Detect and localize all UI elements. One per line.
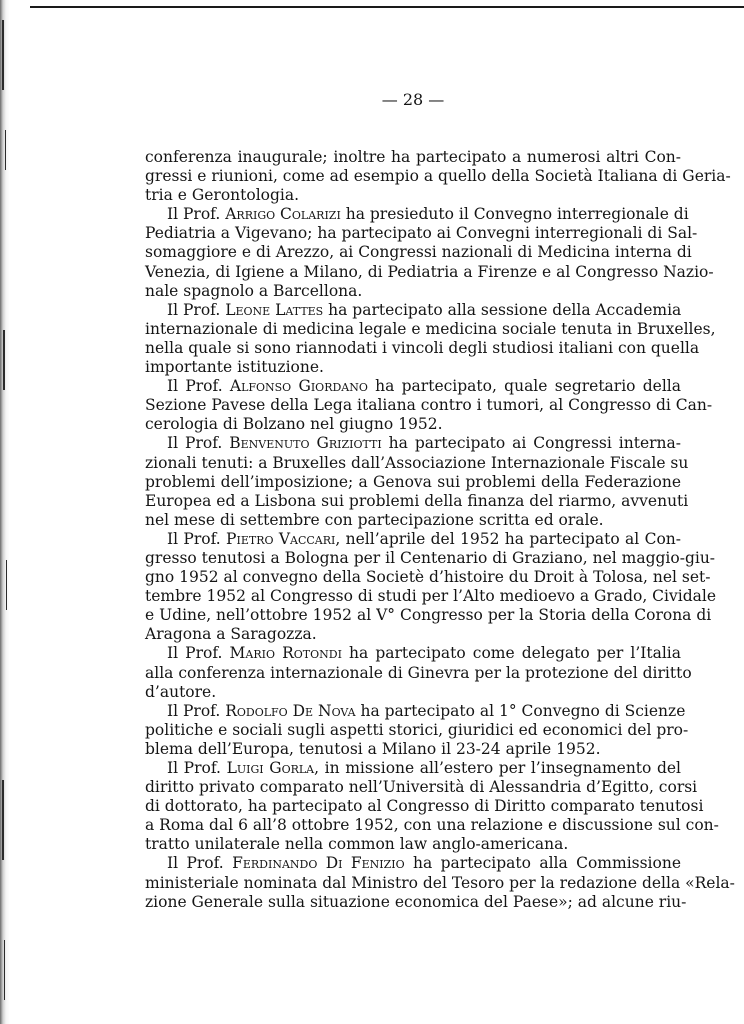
- text-line: [145, 186, 681, 205]
- text-run: Europea ed a Lisbona sui problemi della finanza del riarmo, avvenuti: [145, 491, 689, 510]
- text-run: zionali tenuti: a Bruxelles dall’Associazione Internazionale Fiscale su: [145, 453, 689, 472]
- person-name: Alfonso Giordano: [229, 377, 368, 396]
- person-name: Pietro Vaccari: [226, 529, 336, 548]
- text-run: nella quale si sono riannodati i vincoli degli studiosi italiani con quella: [145, 338, 700, 357]
- text-run: Sezione Pavese della Lega italiana contro i tumori, al Congresso di Can-: [145, 396, 713, 415]
- text-line: [145, 473, 681, 492]
- person-name: Arrigo Colarizi: [225, 205, 341, 224]
- person-name: Benvenuto Griziotti: [229, 434, 382, 453]
- text-line: [145, 377, 681, 396]
- paragraph: [145, 644, 692, 701]
- text-line: [145, 873, 735, 893]
- text-line: [145, 854, 681, 873]
- text-run: internazionale di medicina legale e medicina sociale tenuta in Bruxelles,: [145, 319, 716, 338]
- text-run: di dottorato, ha partecipato al Congresso di Diritto comparato tenutosi: [145, 797, 704, 816]
- text-line: [145, 511, 681, 530]
- text-run: importante istituzione.: [145, 358, 324, 377]
- text-run: ha partecipato come delegato per l’Italia: [341, 644, 681, 663]
- text-line: [145, 797, 704, 816]
- text-run: Il Prof.: [167, 701, 226, 720]
- text-run: Il Prof.: [167, 300, 226, 319]
- paragraph: [145, 434, 689, 529]
- paragraph: [145, 854, 735, 911]
- text-run: problemi dell’imposizione; a Genova sui problemi della Federazione: [145, 472, 681, 491]
- text-line: [145, 224, 698, 243]
- text-line: [145, 720, 689, 740]
- text-line: [145, 205, 689, 224]
- text-line: [145, 530, 681, 549]
- paragraph: [145, 205, 714, 300]
- paragraph: [145, 300, 716, 377]
- text-line: [145, 892, 687, 912]
- text-run: Il Prof.: [167, 434, 230, 453]
- text-run: gresso tenutosi a Bologna per il Centenario di Graziano, nel maggio-giu-: [145, 548, 716, 567]
- text-line: [145, 319, 716, 339]
- text-run: tratto unilaterale nella common law anglo-americana.: [145, 835, 569, 854]
- text-run: tria e Gerontologia.: [145, 186, 300, 205]
- text-run: , nell’aprile del 1952 ha partecipato al Con-: [335, 529, 681, 548]
- text-run: blema dell’Europa, tenutosi a Milano il 23-24 aprile 1952.: [145, 739, 601, 758]
- text-line: [145, 835, 681, 854]
- paragraph: [145, 148, 731, 205]
- text-run: , in missione all’estero per l’insegnamento del: [314, 759, 682, 777]
- text-run: ha partecipato alla sessione della Accademia: [323, 300, 682, 319]
- text-run: conferenza inaugurale; inoltre ha partecipato a numerosi altri Con-: [145, 148, 681, 166]
- text-run: Pediatria a Vigevano; ha partecipato ai Convegni interregionali di Sal-: [145, 224, 698, 243]
- text-line: [145, 568, 711, 587]
- text-run: nale spagnolo a Barcellona.: [145, 281, 363, 300]
- text-line: [145, 759, 681, 778]
- page-number: — 28 —: [381, 90, 445, 109]
- text-run: Il Prof.: [167, 205, 226, 224]
- text-run: gressi e riunioni, come ad esempio a quello della Società Italiana di Geria-: [145, 167, 731, 186]
- text-line: [145, 816, 719, 835]
- text-run: ha partecipato, quale segretario della: [367, 377, 681, 396]
- paragraph: [145, 759, 719, 854]
- text-line: [145, 587, 717, 606]
- text-run: a Roma dal 6 all’8 ottobre 1952, con una relazione e discussione sul con-: [145, 816, 719, 835]
- text-line: [145, 243, 692, 262]
- text-run: alla conferenza internazionale di Ginevra per la protezione del diritto: [145, 663, 692, 682]
- text-run: e Udine, nell’ottobre 1952 al V° Congresso per la Storia della Corona di: [145, 606, 712, 625]
- person-name: Mario Rotondi: [229, 644, 342, 663]
- text-line: [145, 262, 714, 282]
- text-run: tembre 1952 al Congresso di studi per l’Alto medioevo a Grado, Cividale: [145, 587, 717, 606]
- text-line: [145, 148, 681, 167]
- text-run: Il Prof.: [167, 529, 227, 548]
- text-line: [145, 625, 681, 644]
- text-line: [145, 167, 731, 186]
- text-run: ha presieduto il Convegno interregionale di: [340, 205, 689, 224]
- binding-edge: [0, 0, 24, 1024]
- text-line: [145, 683, 681, 702]
- text-line: [145, 396, 713, 415]
- text-line: [145, 491, 689, 511]
- text-run: ministeriale nominata dal Ministro del Tesoro per la redazione della «Rela-: [145, 873, 735, 892]
- text-line: [145, 701, 686, 721]
- body-text: [145, 148, 735, 912]
- paragraph: [145, 701, 689, 759]
- text-run: Il Prof.: [167, 854, 233, 873]
- text-run: diritto privato comparato nell’Università di Alessandria d’Egitto, corsi: [145, 778, 698, 797]
- text-line: [145, 338, 700, 358]
- top-border-line: [30, 6, 744, 8]
- text-line: [145, 778, 698, 797]
- text-line: [145, 453, 689, 473]
- text-run: Il Prof.: [167, 644, 230, 663]
- text-line: [145, 548, 716, 568]
- text-line: [145, 358, 681, 377]
- text-line: [145, 740, 681, 759]
- text-line: [145, 663, 692, 683]
- text-line: [145, 301, 681, 320]
- text-run: nel mese di settembre con partecipazione scritta ed orale.: [145, 510, 604, 529]
- person-name: Rodolfo De Nova: [225, 701, 356, 720]
- text-run: politiche e sociali sugli aspetti storici, giuridici ed economici del pro-: [145, 720, 689, 739]
- text-run: ha partecipato ai Congressi interna-: [381, 434, 682, 453]
- text-line: [145, 282, 681, 301]
- paragraph: [145, 529, 717, 645]
- text-run: Aragona a Saragozza.: [145, 625, 317, 644]
- text-run: Il Prof.: [167, 759, 227, 777]
- text-line: [145, 644, 681, 663]
- text-line: [145, 415, 681, 434]
- person-name: Luigi Gorla: [226, 759, 315, 777]
- text-run: ha partecipato al 1° Convegno di Scienze: [355, 701, 686, 720]
- text-line: [145, 434, 681, 453]
- person-name: Ferdinando Di Fenizio: [232, 854, 405, 873]
- text-run: d’autore.: [145, 682, 217, 701]
- text-run: ha partecipato alla Commissione: [404, 854, 681, 873]
- text-run: cerologia di Bolzano nel giugno 1952.: [145, 415, 443, 434]
- text-run: Il Prof.: [167, 377, 230, 396]
- text-run: zione Generale sulla situazione economica del Paese»; ad alcune riu-: [145, 892, 687, 911]
- text-run: Venezia, di Igiene a Milano, di Pediatria a Firenze e al Congresso Nazio-: [145, 262, 714, 281]
- text-run: somaggiore e di Arezzo, ai Congressi nazionali di Medicina interna di: [145, 243, 692, 262]
- person-name: Leone Lattes: [225, 300, 324, 319]
- text-line: [145, 606, 712, 625]
- paragraph: [145, 377, 713, 434]
- text-run: gno 1952 al convegno della Societè d’histoire du Droit à Tolosa, nel set-: [145, 568, 711, 587]
